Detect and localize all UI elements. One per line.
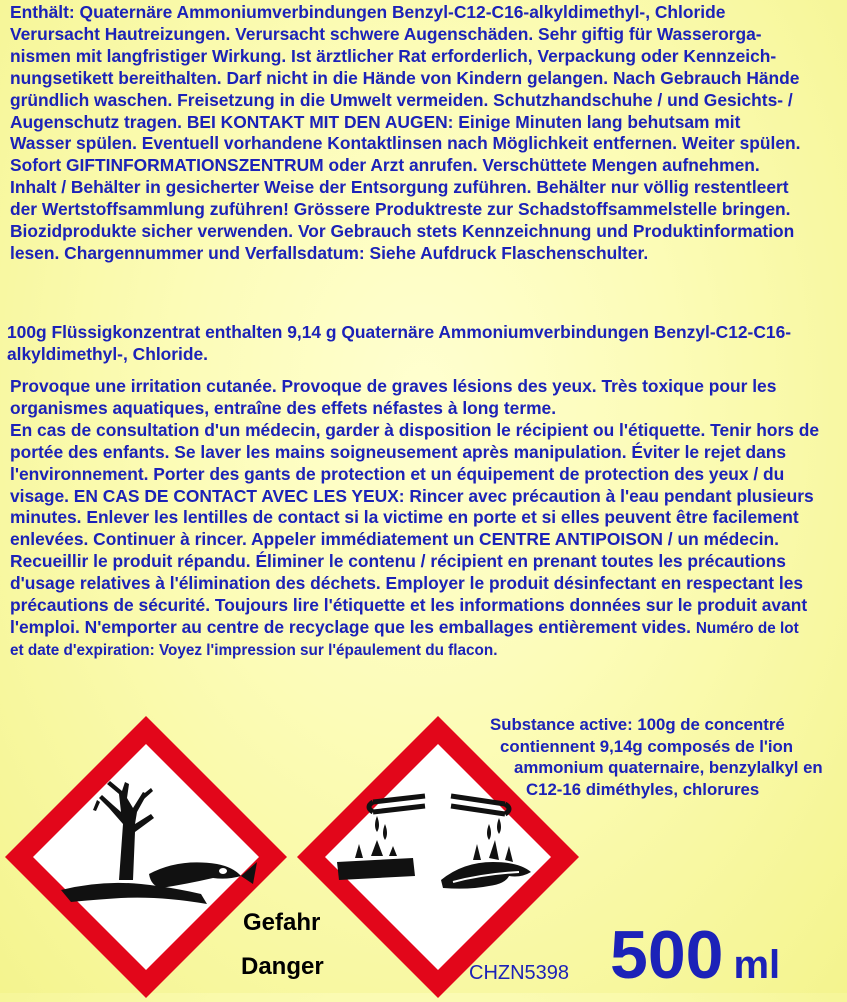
volume-unit: ml xyxy=(733,943,781,987)
text-line: et date d'expiration: Voyez l'impression sur l'épaulement du flacon. xyxy=(10,641,498,659)
text-line: Wasser spülen. Eventuell vorhandene Kontaktlinsen nach Möglichkeit entfernen. Weiter spülen. xyxy=(10,133,801,154)
text-line: visage. EN CAS DE CONTACT AVEC LES YEUX: Rincer avec précaution à l'eau pendant plusieurs xyxy=(10,485,814,506)
text-line: En cas de consultation d'un médecin, garder à disposition le récipient ou l'étiquette. Tenir hors de xyxy=(10,419,820,440)
german-hazard-text xyxy=(10,2,800,265)
signal-word-french: Danger xyxy=(241,953,324,980)
french-hazard-text xyxy=(10,376,819,662)
text-line: 100g Flüssigkonzentrat enthalten 9,14 g Quaternäre Ammoniumverbindungen Benzyl-C12-C16- xyxy=(7,322,792,342)
text-line: enlevées. Continuer à rincer. Appeler immédiatement un CENTRE ANTIPOISON / un médecin. xyxy=(10,529,779,550)
text-line: der Wertstoffsammlung zuführen! Grössere Produktreste zur Schadstoffsammelstelle bringen. xyxy=(10,199,791,220)
volume-value: 500 xyxy=(610,917,724,993)
text-line: nismen mit langfristiger Wirkung. Ist ärztlicher Rat erforderlich, Verpackung oder Kennzeich- xyxy=(10,45,777,66)
text-line: Substance active: 100g de concentré xyxy=(490,715,785,734)
text-line: Inhalt / Behälter in gesicherter Weise der Entsorgung zuführen. Behälter nur völlig restentleert xyxy=(10,177,789,198)
text-line: ammonium quaternaire, benzylalkyl en xyxy=(514,758,823,777)
text-line: alkyldimethyl-, Chloride. xyxy=(7,343,209,364)
german-concentrate-statement xyxy=(7,322,791,366)
text-line: Recueillir le produit répandu. Éliminer le contenu / récipient en prenant toutes les précautions xyxy=(10,551,786,572)
text-line: minutes. Enlever les lentilles de contact si la victime en porte et si elles peuvent être facilement xyxy=(10,507,799,528)
text-line: gründlich waschen. Freisetzung in die Umwelt vermeiden. Schutzhandschuhe / und Gesichts- / xyxy=(10,89,793,110)
text-line: contiennent 9,14g composés de l'ion xyxy=(500,736,794,756)
text-fragment-small: Numéro de lot xyxy=(695,619,799,637)
text-line: précautions de sécurité. Toujours lire l'étiquette et les informations données sur le produit avant xyxy=(10,595,808,616)
text-line: Enthält: Quaternäre Ammoniumverbindungen Benzyl-C12-C16-alkyldimethyl-, Chloride xyxy=(10,2,726,22)
text-fragment: l'emploi. N'emporter au centre de recyclage que les emballages entièrement vides. xyxy=(10,616,691,637)
text-line: l'environnement. Porter des gants de protection et un équipement de protection des yeux / du xyxy=(10,463,785,484)
text-line: Sofort GIFTINFORMATIONSZENTRUM oder Arzt anrufen. Verschüttete Mengen aufnehmen. xyxy=(10,155,760,176)
text-line: Verursacht Hautreizungen. Verursacht schwere Augenschäden. Sehr giftig für Wasserorga- xyxy=(10,23,762,44)
text-line: nungsetikett bereithalten. Darf nicht in die Hände von Kindern gelangen. Nach Gebrauch Hände xyxy=(10,67,800,88)
text-line: Biozidprodukte sicher verwenden. Vor Gebrauch stets Kennzeichnung und Produktinformation xyxy=(10,221,795,242)
text-line xyxy=(10,617,819,640)
volume-indicator xyxy=(610,916,780,994)
corrosion-hazard-icon xyxy=(293,712,583,1002)
text-line: d'usage relatives à l'élimination des déchets. Employer le produit désinfectant en respectant les xyxy=(10,573,804,594)
signal-word-german: Gefahr xyxy=(243,909,321,936)
text-line: lesen. Chargennummer und Verfallsdatum: Siehe Aufdruck Flaschenschulter. xyxy=(10,242,649,263)
product-code: CHZN5398 xyxy=(469,962,570,984)
text-line: Provoque une irritation cutanée. Provoque de graves lésions des yeux. Très toxique pour les xyxy=(10,376,777,396)
text-line: C12-16 diméthyles, chlorures xyxy=(526,779,760,799)
text-line: portée des enfants. Se laver les mains soigneusement après manipulation. Éviter le rejet dans xyxy=(10,441,787,462)
text-line: organismes aquatiques, entraîne des effets néfastes à long terme. xyxy=(10,397,557,418)
text-line: Augenschutz tragen. BEI KONTAKT MIT DEN AUGEN: Einige Minuten lang behutsam mit xyxy=(10,111,741,132)
